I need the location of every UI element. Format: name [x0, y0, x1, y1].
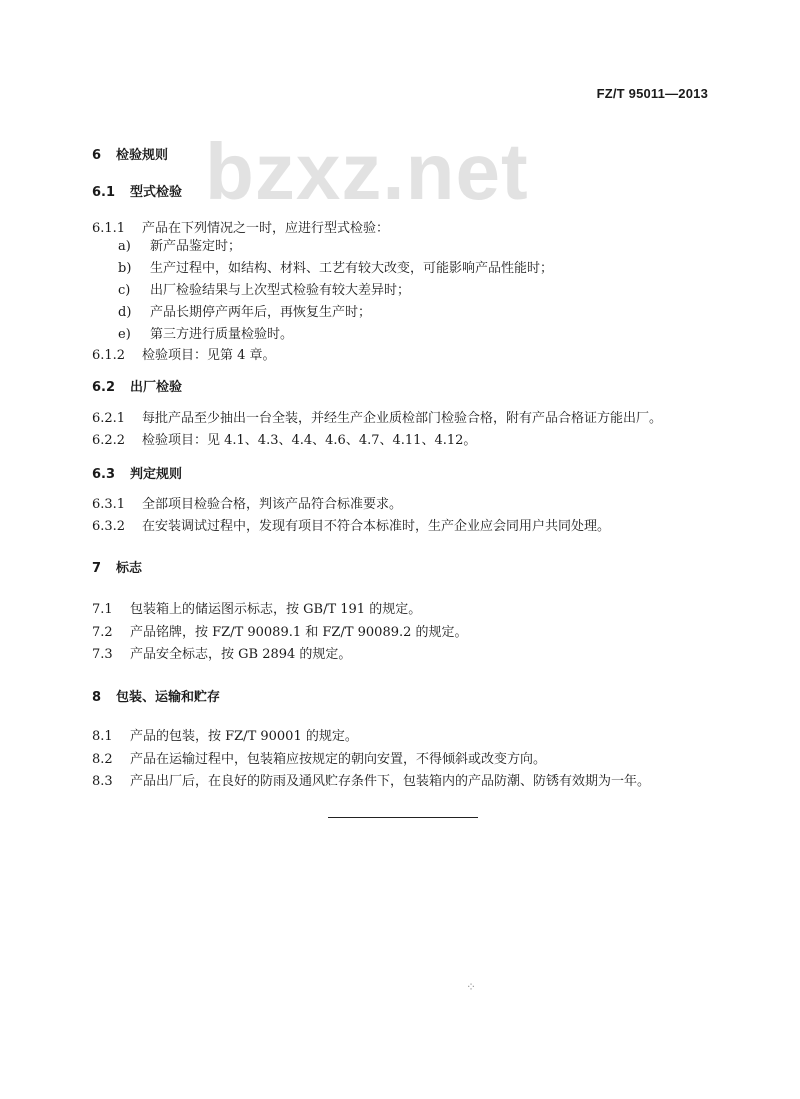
scan-speck-mark: ⁘: [466, 980, 477, 994]
chapter-title: 检验规则: [116, 148, 169, 163]
section-7-1: [92, 601, 421, 619]
list-item-marker: d): [118, 305, 132, 320]
list-item-marker: c): [118, 283, 131, 298]
section-number: 8.3: [92, 774, 113, 789]
clause-6-1-2: [92, 347, 276, 365]
list-item: [118, 326, 293, 344]
clause-number: 6.3.1: [92, 497, 126, 512]
chapter-7-heading: [92, 560, 142, 578]
clause-6-3-1: [92, 496, 402, 514]
chapter-number: 6: [92, 148, 102, 163]
section-title: 判定规则: [130, 467, 183, 482]
section-number: 6.3: [92, 467, 116, 482]
chapter-title: 包装、运输和贮存: [116, 690, 221, 705]
section-text: 包装箱上的储运图示标志，按 GB/T 191 的规定。: [130, 602, 422, 617]
clause-number: 6.1.1: [92, 221, 126, 236]
section-title: 型式检验: [130, 185, 183, 200]
clause-6-2-2: [92, 432, 476, 450]
section-6-3-heading: [92, 466, 182, 484]
section-number: 7.3: [92, 647, 113, 662]
section-8-2: [92, 751, 546, 769]
section-text: 产品的包装，按 FZ/T 90001 的规定。: [130, 729, 358, 744]
clause-text: 在安装调试过程中，发现有项目不符合本标准时，生产企业应会同用户共同处理。: [142, 519, 611, 534]
section-number: 7.2: [92, 625, 113, 640]
clause-number: 6.2.2: [92, 433, 126, 448]
section-number: 8.1: [92, 729, 113, 744]
end-of-document-rule: [328, 817, 478, 818]
clause-text: 检验项目：见 4.1、4.3、4.4、4.6、4.7、4.11、4.12。: [142, 433, 477, 448]
standard-code: FZ/T 95011—2013: [596, 86, 708, 101]
clause-6-1-1: [92, 220, 389, 238]
list-item-text: 新产品鉴定时；: [150, 239, 242, 254]
clause-number: 6.3.2: [92, 519, 126, 534]
section-text: 产品铭牌，按 FZ/T 90089.1 和 FZ/T 90089.2 的规定。: [130, 625, 468, 640]
chapter-number: 8: [92, 690, 102, 705]
chapter-8-heading: [92, 689, 220, 707]
section-8-1: [92, 728, 358, 746]
section-number: 6.1: [92, 185, 116, 200]
section-6-2-heading: [92, 379, 182, 397]
chapter-6-heading: [92, 147, 168, 165]
list-item: [118, 260, 553, 278]
list-item-text: 出厂检验结果与上次型式检验有较大差异时；: [150, 283, 411, 298]
clause-text: 每批产品至少抽出一台全装，并经生产企业质检部门检验合格，附有产品合格证方能出厂。: [142, 411, 663, 426]
watermark: bzxz.net: [205, 127, 529, 216]
section-text: 产品安全标志，按 GB 2894 的规定。: [130, 647, 352, 662]
section-6-1-heading: [92, 184, 182, 202]
clause-number: 6.2.1: [92, 411, 126, 426]
chapter-title: 标志: [116, 561, 143, 576]
list-item: [118, 238, 241, 256]
list-item-text: 第三方进行质量检验时。: [150, 327, 294, 342]
list-item: [118, 282, 410, 300]
clause-text: 检验项目：见第 4 章。: [142, 348, 276, 363]
clause-number: 6.1.2: [92, 348, 126, 363]
clause-6-2-1: [92, 410, 662, 428]
clause-text: 产品在下列情况之一时，应进行型式检验：: [142, 221, 390, 236]
list-item-marker: b): [118, 261, 132, 276]
section-text: 产品出厂后，在良好的防雨及通风贮存条件下，包装箱内的产品防潮、防锈有效期为一年。: [130, 774, 651, 789]
section-7-3: [92, 646, 351, 664]
list-item-text: 产品长期停产两年后，再恢复生产时；: [150, 305, 372, 320]
list-item: [118, 304, 371, 322]
section-number: 7.1: [92, 602, 113, 617]
section-7-2: [92, 624, 468, 642]
list-item-marker: e): [118, 327, 131, 342]
chapter-number: 7: [92, 561, 102, 576]
list-item-text: 生产过程中，如结构、材料、工艺有较大改变，可能影响产品性能时；: [150, 261, 554, 276]
list-item-marker: a): [118, 239, 131, 254]
clause-6-3-2: [92, 518, 610, 536]
section-title: 出厂检验: [130, 380, 183, 395]
section-number: 8.2: [92, 752, 113, 767]
section-8-3: [92, 773, 650, 791]
clause-text: 全部项目检验合格，判该产品符合标准要求。: [142, 497, 403, 512]
section-text: 产品在运输过程中，包装箱应按规定的朝向安置，不得倾斜或改变方向。: [130, 752, 547, 767]
section-number: 6.2: [92, 380, 116, 395]
